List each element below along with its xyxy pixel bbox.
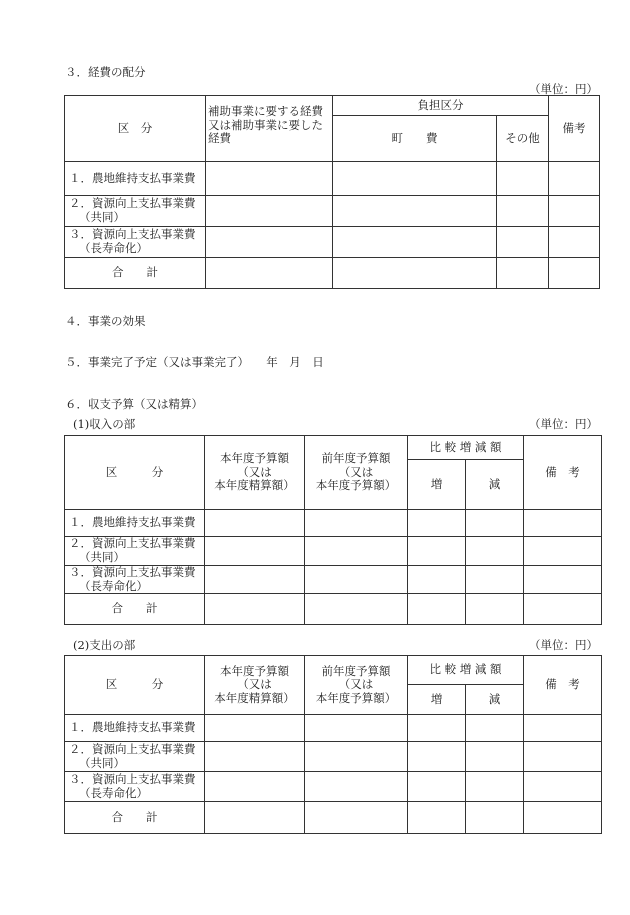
total-label: 合 計 bbox=[65, 594, 205, 625]
prev-budget-line2: （又は bbox=[338, 464, 374, 479]
input-cell bbox=[408, 510, 466, 537]
current-budget-line2: （又は bbox=[237, 677, 272, 692]
input-cell bbox=[305, 772, 408, 802]
row-sublabel: （共同） bbox=[79, 210, 125, 224]
input-cell bbox=[206, 258, 333, 289]
input-cell bbox=[205, 537, 305, 566]
row-label: ２．資源向上支払事業費 bbox=[69, 536, 196, 551]
table-row bbox=[65, 510, 602, 537]
input-cell bbox=[466, 537, 524, 566]
category-header: 区 分 bbox=[65, 96, 206, 162]
input-cell bbox=[497, 196, 549, 227]
current-budget-line1: 本年度予算額 bbox=[220, 451, 289, 466]
table-row bbox=[65, 537, 602, 566]
budget-allocation-table bbox=[64, 95, 600, 289]
input-cell bbox=[549, 196, 600, 227]
row-sublabel: （共同） bbox=[79, 755, 125, 770]
input-cell bbox=[466, 715, 524, 742]
input-cell bbox=[524, 510, 602, 537]
section5-heading: ５．事業完了予定（又は事業完了） 年 月 日 bbox=[65, 355, 324, 369]
input-cell bbox=[497, 227, 549, 258]
input-cell bbox=[206, 227, 333, 258]
input-cell bbox=[549, 258, 600, 289]
input-cell bbox=[408, 715, 466, 742]
input-cell bbox=[205, 510, 305, 537]
remarks-header: 備 考 bbox=[524, 436, 602, 510]
row-label: １．農地維持支払事業費 bbox=[69, 170, 196, 185]
expense-title: (2)支出の部 bbox=[73, 638, 136, 652]
input-cell bbox=[205, 594, 305, 625]
row-label: ３．資源向上支払事業費 bbox=[69, 565, 196, 579]
total-label: 合 計 bbox=[65, 258, 206, 289]
section6-heading: ６．収支予算（又は精算） bbox=[65, 397, 203, 411]
input-cell bbox=[305, 566, 408, 594]
current-budget-line2: （又は bbox=[237, 464, 272, 479]
burden-header: 負担区分 bbox=[333, 96, 549, 116]
row-label: １．農地維持支払事業費 bbox=[69, 515, 196, 530]
input-cell bbox=[206, 162, 333, 196]
input-cell bbox=[205, 715, 305, 742]
decrease-header: 減 bbox=[466, 685, 524, 715]
income-unit: （単位：円） bbox=[529, 417, 598, 431]
remarks-header: 備 考 bbox=[524, 656, 602, 715]
row-label: １．農地維持支払事業費 bbox=[69, 720, 196, 735]
input-cell bbox=[524, 802, 602, 834]
input-cell bbox=[524, 537, 602, 566]
input-cell bbox=[524, 566, 602, 594]
increase-header: 増 bbox=[408, 685, 466, 715]
table-row bbox=[65, 715, 602, 742]
section3-unit: （単位：円） bbox=[529, 82, 598, 96]
prev-budget-line3: 本年度予算額） bbox=[315, 690, 397, 705]
input-cell bbox=[549, 162, 600, 196]
town-cost-header: 町 費 bbox=[333, 116, 497, 162]
other-header: その他 bbox=[497, 116, 549, 162]
current-budget-header bbox=[205, 436, 305, 510]
input-cell bbox=[305, 802, 408, 834]
input-cell bbox=[497, 162, 549, 196]
income-title: (1)収入の部 bbox=[73, 417, 136, 431]
category-header: 区 分 bbox=[65, 436, 205, 510]
input-cell bbox=[305, 510, 408, 537]
input-cell bbox=[205, 566, 305, 594]
input-cell bbox=[524, 742, 602, 772]
input-cell bbox=[466, 802, 524, 834]
prev-budget-line3: 本年度予算額） bbox=[315, 478, 397, 493]
input-cell bbox=[524, 594, 602, 625]
table-row bbox=[65, 742, 602, 772]
input-cell bbox=[305, 742, 408, 772]
current-budget-line1: 本年度予算額 bbox=[220, 663, 289, 678]
income-table bbox=[64, 435, 602, 625]
input-cell bbox=[333, 227, 497, 258]
input-cell bbox=[205, 802, 305, 834]
total-row bbox=[65, 594, 602, 625]
input-cell bbox=[466, 742, 524, 772]
table-row bbox=[65, 772, 602, 802]
compare-header: 比 較 増 減 額 bbox=[408, 436, 524, 460]
total-row bbox=[65, 802, 602, 834]
input-cell bbox=[408, 802, 466, 834]
input-cell bbox=[524, 772, 602, 802]
subsidy-expense-header: 補助事業に要する経費又は補助事業に要した経費 bbox=[206, 96, 333, 162]
table-row bbox=[65, 162, 600, 196]
input-cell bbox=[333, 162, 497, 196]
input-cell bbox=[408, 537, 466, 566]
prev-budget-line2: （又は bbox=[338, 677, 374, 692]
input-cell bbox=[466, 566, 524, 594]
row-label: ３．資源向上支払事業費 bbox=[69, 771, 196, 786]
table-row bbox=[65, 227, 600, 258]
input-cell bbox=[205, 772, 305, 802]
input-cell bbox=[408, 772, 466, 802]
prev-budget-header bbox=[305, 436, 408, 510]
input-cell bbox=[549, 227, 600, 258]
input-cell bbox=[205, 742, 305, 772]
current-budget-line3: 本年度精算額） bbox=[214, 478, 295, 493]
input-cell bbox=[333, 196, 497, 227]
compare-header: 比 較 増 減 額 bbox=[408, 656, 524, 685]
table-row bbox=[65, 196, 600, 227]
input-cell bbox=[408, 594, 466, 625]
input-cell bbox=[305, 594, 408, 625]
row-sublabel: （長寿命化） bbox=[79, 241, 148, 255]
row-label: ３．資源向上支払事業費 bbox=[69, 227, 196, 242]
prev-budget-line1: 前年度予算額 bbox=[321, 663, 391, 678]
remarks-header: 備考 bbox=[549, 96, 600, 162]
input-cell bbox=[305, 715, 408, 742]
input-cell bbox=[524, 715, 602, 742]
total-row bbox=[65, 258, 600, 289]
row-label: ２．資源向上支払事業費 bbox=[69, 741, 196, 756]
current-budget-header bbox=[205, 656, 305, 715]
input-cell bbox=[206, 196, 333, 227]
expense-unit: （単位：円） bbox=[529, 638, 598, 652]
input-cell bbox=[305, 537, 408, 566]
total-label: 合 計 bbox=[65, 802, 205, 834]
current-budget-line3: 本年度精算額） bbox=[214, 690, 295, 705]
input-cell bbox=[466, 594, 524, 625]
row-sublabel: （共同） bbox=[79, 550, 125, 564]
row-label: ２．資源向上支払事業費 bbox=[69, 196, 196, 211]
section4-heading: ４．事業の効果 bbox=[65, 314, 146, 328]
decrease-header: 減 bbox=[466, 460, 524, 510]
input-cell bbox=[466, 772, 524, 802]
row-sublabel: （長寿命化） bbox=[79, 578, 148, 593]
input-cell bbox=[466, 510, 524, 537]
input-cell bbox=[497, 258, 549, 289]
table-row bbox=[65, 566, 602, 594]
row-sublabel: （長寿命化） bbox=[79, 785, 148, 800]
input-cell bbox=[408, 742, 466, 772]
input-cell bbox=[408, 566, 466, 594]
section3-heading: ３．経費の配分 bbox=[65, 65, 146, 79]
prev-budget-line1: 前年度予算額 bbox=[321, 451, 391, 466]
category-header: 区 分 bbox=[65, 656, 205, 715]
expense-table bbox=[64, 655, 602, 834]
input-cell bbox=[333, 258, 497, 289]
prev-budget-header bbox=[305, 656, 408, 715]
increase-header: 増 bbox=[408, 460, 466, 510]
